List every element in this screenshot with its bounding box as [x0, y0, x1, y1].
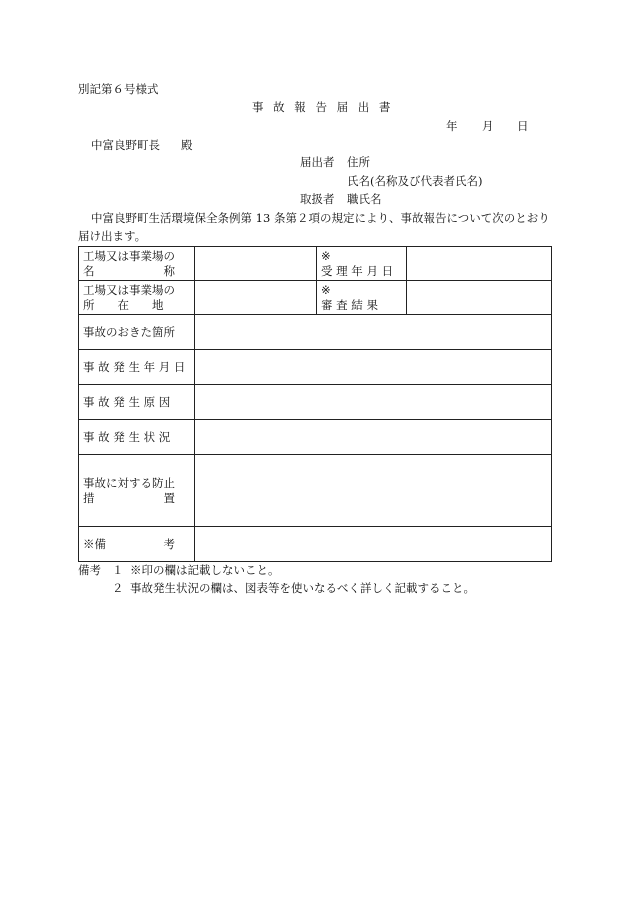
report-table	[78, 246, 552, 562]
note1-text: ※印の欄は記載しないこと。	[130, 563, 280, 577]
review-result-field[interactable]	[407, 281, 552, 315]
handler-name-label: 職氏名	[347, 192, 382, 206]
remarks-label: ※備 考	[79, 527, 195, 562]
table-row	[79, 247, 552, 281]
factory-location-label: 工場又は事業場の 所 在 地	[79, 281, 195, 315]
factory-name-field[interactable]	[195, 247, 317, 281]
receipt-date-label: ※ 受 理 年 月 日	[317, 247, 407, 281]
factory-location-field[interactable]	[195, 281, 317, 315]
table-row	[79, 420, 552, 455]
accident-location-field[interactable]	[195, 315, 552, 350]
remarks-field[interactable]	[195, 527, 552, 562]
prevention-measures-field[interactable]	[195, 455, 552, 527]
addressee: 中富良野町長	[91, 138, 160, 152]
page-title: 事 故 報 告 届 出 書	[252, 100, 394, 114]
accident-cause-label: 事 故 発 生 原 因	[79, 385, 195, 420]
table-row	[79, 315, 552, 350]
note2-text: 事故発生状況の欄は、図表等を使いなるべく詳しく記載すること。	[130, 581, 475, 595]
body-text-line1: 中富良野町生活環境保全条例第 13 条第２項の規定により、事故報告について次のとおり	[91, 211, 550, 225]
date-year-label: 年	[446, 119, 458, 133]
applicant-name-label: 氏名(名称及び代表者氏名)	[347, 174, 483, 188]
accident-date-label: 事 故 発 生 年 月 日	[79, 350, 195, 385]
accident-situation-field[interactable]	[195, 420, 552, 455]
accident-situation-label: 事 故 発 生 状 況	[79, 420, 195, 455]
accident-cause-field[interactable]	[195, 385, 552, 420]
form-number: 別記第６号様式	[78, 82, 159, 96]
accident-date-field[interactable]	[195, 350, 552, 385]
receipt-date-field[interactable]	[407, 247, 552, 281]
applicant-address-label: 住所	[347, 155, 370, 169]
note2-number: ２	[112, 581, 124, 595]
table-row	[79, 281, 552, 315]
factory-name-label: 工場又は事業場の 名 称	[79, 247, 195, 281]
date-day-label: 日	[517, 119, 529, 133]
accident-location-label: 事故のおきた箇所	[79, 315, 195, 350]
honorific: 殿	[181, 138, 193, 152]
applicant-role-label: 届出者	[300, 155, 335, 169]
review-result-label: ※ 審 査 結 果	[317, 281, 407, 315]
handler-label: 取扱者	[300, 192, 335, 206]
body-text-line2: 届け出ます。	[78, 229, 147, 243]
note1-number: １	[112, 563, 124, 577]
table-row	[79, 350, 552, 385]
table-row	[79, 385, 552, 420]
table-row	[79, 527, 552, 562]
notes-heading: 備考	[78, 563, 101, 577]
prevention-measures-label: 事故に対する防止 措 置	[79, 455, 195, 527]
table-row	[79, 455, 552, 527]
date-month-label: 月	[482, 119, 494, 133]
